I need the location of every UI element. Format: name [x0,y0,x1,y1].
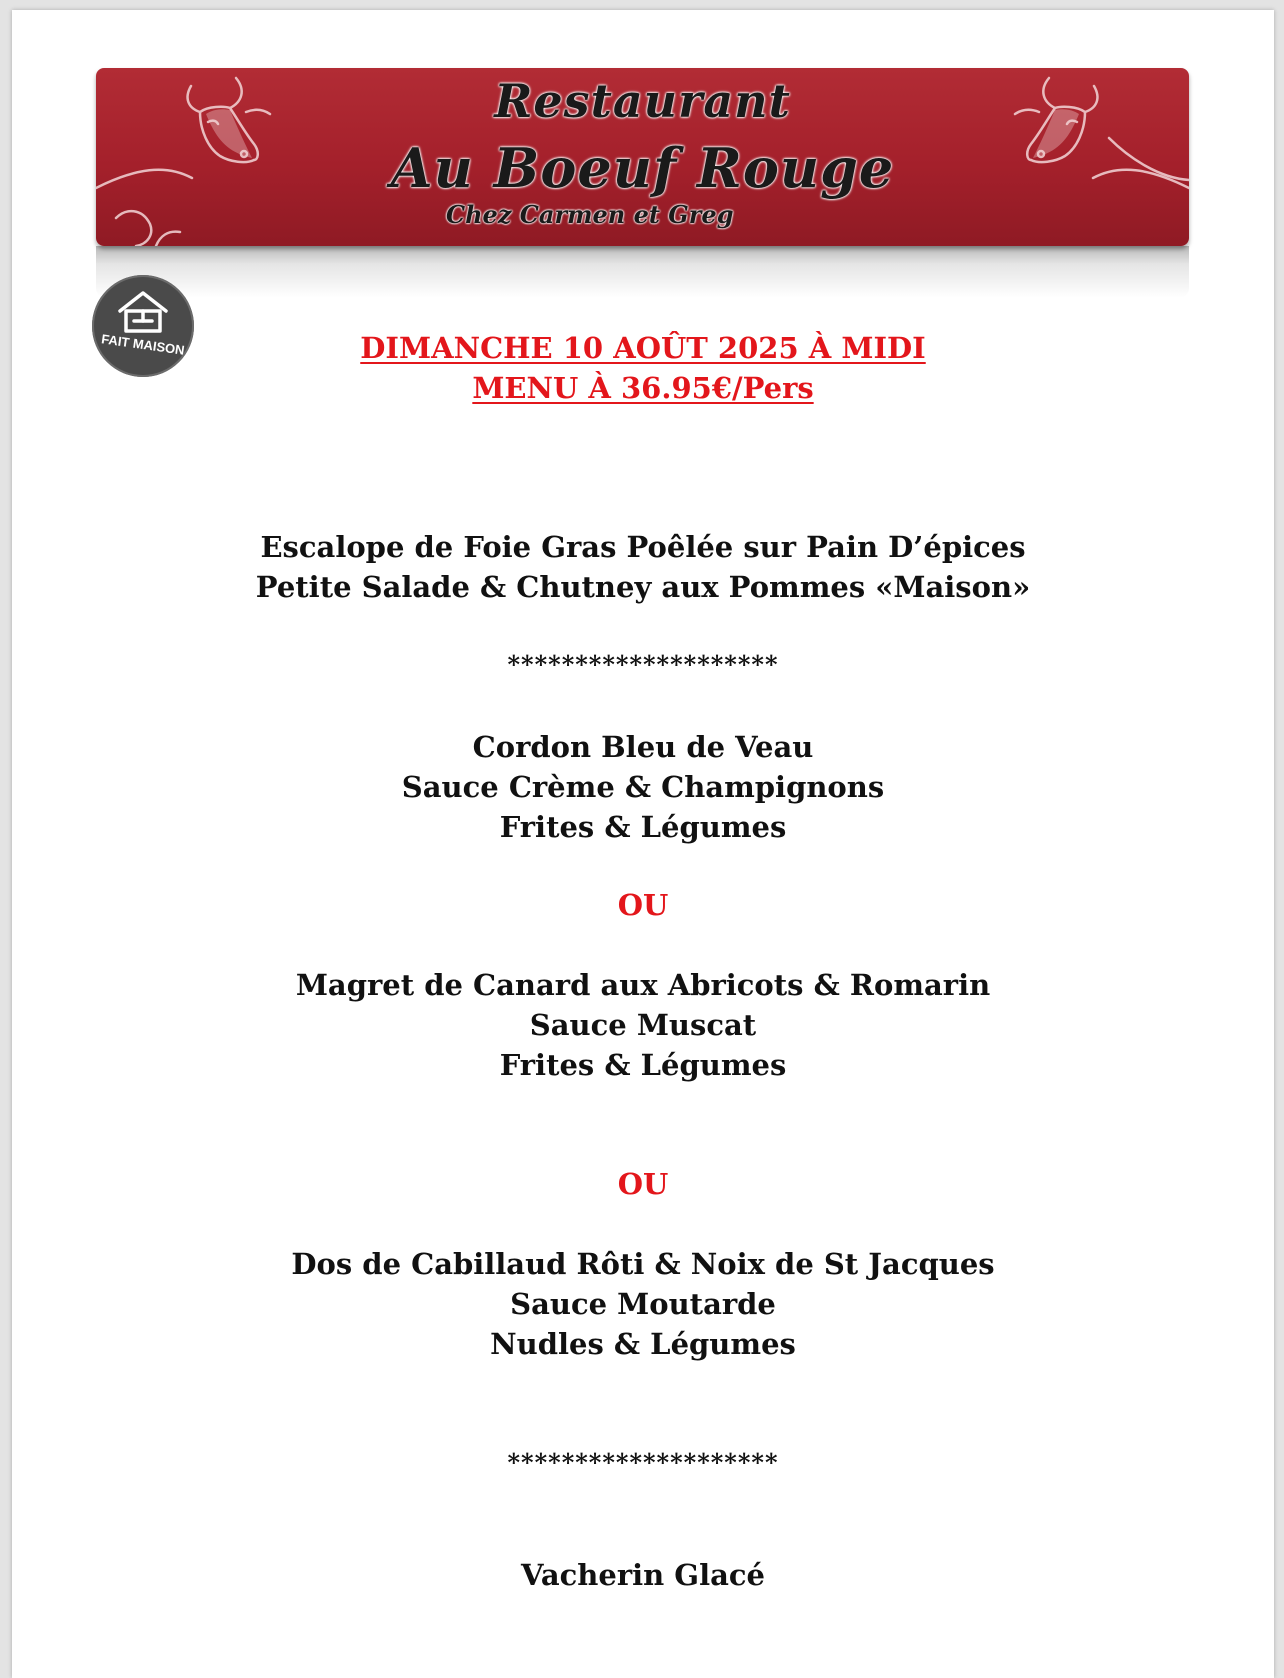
or-label-1: OU [617,888,669,922]
main-1-line-2: Sauce Crème & Champignons [401,770,885,804]
main-2-line-3: Frites & Légumes [499,1048,787,1082]
banner-subtitle: Chez Carmen et Greg [446,200,734,229]
banner-title-block [96,68,1189,246]
main-1-line-3: Frites & Légumes [499,810,787,844]
starter-line-2: Petite Salade & Chutney aux Pommes «Maison» [255,570,1031,604]
restaurant-banner [96,68,1189,246]
banner-title-restaurant: Restaurant [494,74,791,128]
dessert-line: Vacherin Glacé [521,1558,765,1592]
separator-2: ******************** [507,1448,779,1477]
separator-1: ******************** [507,650,779,679]
menu-price: MENU À 36.95€/Pers [472,371,814,405]
main-2-line-1: Magret de Canard aux Abricots & Romarin [295,968,991,1002]
menu-date: DIMANCHE 10 AOÛT 2025 À MIDI [360,331,926,365]
main-3-line-3: Nudles & Légumes [490,1327,796,1361]
main-2-line-2: Sauce Muscat [529,1008,757,1042]
or-label-2: OU [617,1167,669,1201]
banner-reflection [96,246,1189,298]
banner-title-name: Au Boeuf Rouge [390,136,895,200]
fait-maison-label: FAIT MAISON [100,331,186,358]
main-3-line-1: Dos de Cabillaud Rôti & Noix de St Jacques [291,1247,995,1281]
menu-page [12,10,1274,1678]
starter-line-1: Escalope de Foie Gras Poêlée sur Pain D’épices [260,530,1026,564]
main-1-line-1: Cordon Bleu de Veau [472,730,814,764]
main-3-line-2: Sauce Moutarde [510,1287,776,1321]
house-icon [114,287,172,337]
